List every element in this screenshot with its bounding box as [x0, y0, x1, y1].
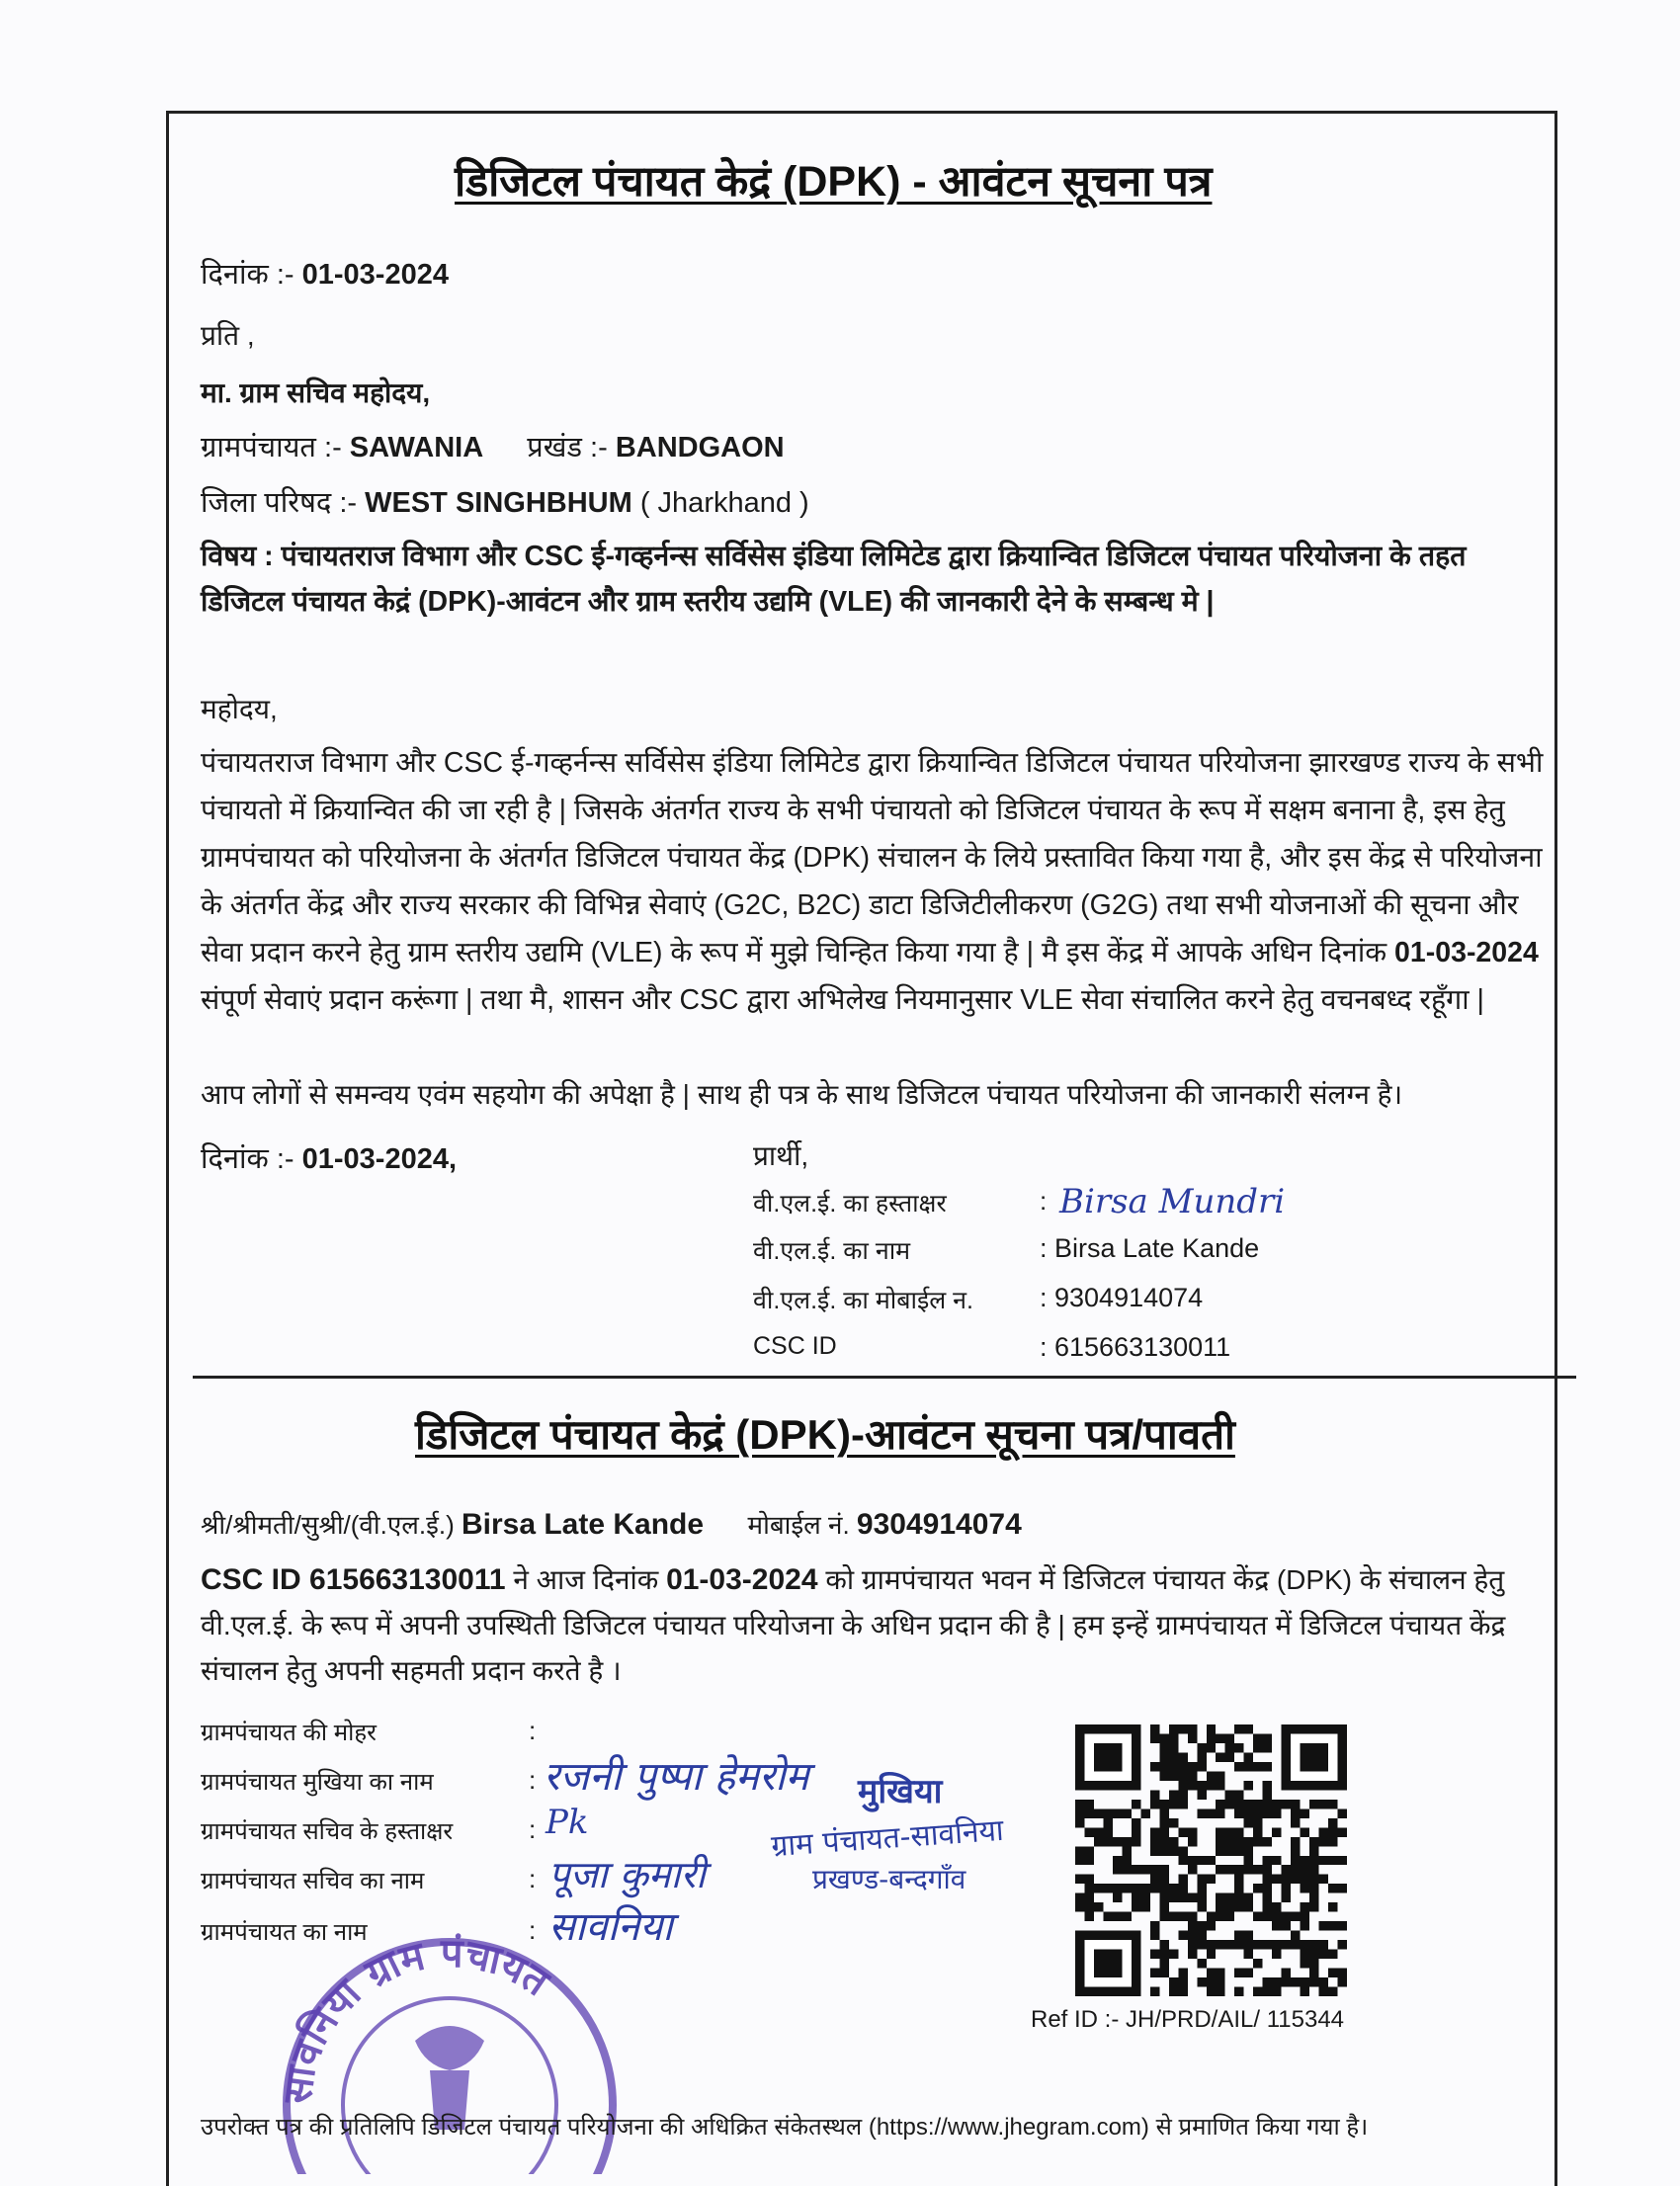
vle-sign-label: वी.एल.ई. का हस्ताक्षर [753, 1190, 947, 1218]
footer-note: उपरोक्त पत्र की प्रतिलिपि डिजिटल पंचायत परियोजना की अधिक्रित संकेतस्थल (https://www.jhegram.com) से प्रमाणित किया गया है। [201, 2114, 1369, 2141]
vle-signature: Birsa Mundri [1059, 1182, 1286, 1221]
receipt-csc: CSC ID 615663130011 [201, 1563, 506, 1596]
sachiv-sign-label: ग्रामपंचायत सचिव के हस्ताक्षर [201, 1818, 454, 1845]
gp-value: SAWANIA [349, 432, 484, 463]
seal-label: ग्रामपंचायत की मोहर [201, 1720, 377, 1746]
receipt-text1: ने आज दिनांक [513, 1564, 659, 1595]
block-value: BANDGAON [615, 432, 785, 463]
sachiv-signature: Pk [546, 1803, 589, 1842]
gp-label: ग्रामपंचायत :- [201, 432, 342, 463]
applicant-label: प्रार्थी, [753, 1140, 809, 1171]
sachiv-name-colon: : [529, 1864, 537, 1893]
stamp-gp: ग्राम पंचायत-सावनिया [770, 1812, 1005, 1865]
salutation: महोदय, [201, 694, 278, 724]
sachiv-sign-colon: : [529, 1814, 537, 1844]
receipt-mobile: 9304914074 [856, 1508, 1022, 1541]
mukhiya-label: ग्रामपंचायत मुखिया का नाम [201, 1769, 434, 1796]
seal-text: सावनिया ग्राम पंचायत [275, 1930, 557, 2107]
district-value: WEST SINGHBHUM [365, 487, 632, 519]
block-label: प्रखंड :- [527, 432, 608, 463]
district-line [201, 482, 809, 521]
stamp-mukhiya: मुखिया [858, 1772, 943, 1811]
sachiv-name-label: ग्रामपंचायत सचिव का नाम [201, 1868, 425, 1894]
seal-colon: : [529, 1716, 537, 1745]
receipt-name: Birsa Late Kande [461, 1508, 705, 1541]
letter-date [201, 254, 449, 293]
gp-block-line [201, 427, 785, 465]
state: ( Jharkhand ) [639, 487, 809, 519]
receipt-mobile-label: मोबाईल नं. [747, 1510, 850, 1540]
date2 [201, 1138, 457, 1177]
receipt-text2: को ग्रामपंचायत भवन में डिजिटल पंचायत केंद्र (DPK) के संचालन हेतु वी.एल.ई. के रूप में अपनी उपस्थिती डिजिटल पंचायत परियोजना के अधिन प्रदान की है | हम इन्हें ग्रामपंचायत में डिजिटल पंचायत केंद्र संचालन हेतु अपनी सहमती प्रदान करते है । [201, 1564, 1506, 1686]
section-divider [193, 1376, 1576, 1379]
body-date: 01-03-2024 [1394, 937, 1539, 968]
csc-label: CSC ID [753, 1332, 837, 1360]
date2-value: 01-03-2024, [301, 1143, 458, 1175]
letter-body [201, 739, 1554, 1024]
vle-name: : Birsa Late Kande [1040, 1233, 1260, 1263]
receipt-date: 01-03-2024 [666, 1563, 818, 1596]
addressee: मा. ग्राम सचिव महोदय, [201, 378, 431, 408]
ref-id: Ref ID :- JH/PRD/AIL/ 115344 [1031, 2006, 1345, 2033]
honorific: श्री/श्रीमती/सुश्री/(वी.एल.ई.) [201, 1510, 455, 1540]
district-label: जिला परिषद :- [201, 487, 358, 519]
vle-mobile: : 9304914074 [1040, 1283, 1204, 1312]
prati: प्रति , [201, 320, 255, 351]
qr-code [1075, 1724, 1347, 1996]
date2-label: दिनांक :- [201, 1143, 294, 1175]
vle-mobile-label: वी.एल.ई. का मोबाईल न. [753, 1287, 973, 1314]
receipt-name-line [201, 1506, 1022, 1542]
mukhiya-colon: : [529, 1765, 537, 1795]
subject: विषय : पंचायतराज विभाग और CSC ई-गव्हर्नन्स सर्विसेस इंडिया लिमिटेड द्वारा क्रियान्वित डिजिटल पंचायत परियोजना के तहत डिजिटल पंचायत केद्रं (DPK)-आवंटन और ग्राम स्तरीय उद्यमि (VLE) की जानकारी देने के सम्बन्ध मे | [201, 541, 1467, 618]
gp-name-colon: : [529, 1915, 537, 1945]
date-value: 01-03-2024 [301, 259, 449, 291]
csc-value: : 615663130011 [1040, 1332, 1231, 1362]
mukhiya-name: रजनी पुष्पा हेमरोम [544, 1754, 809, 1800]
body-part2: संपूर्ण सेवाएं प्रदान करूंगा | तथा मै, शासन और CSC द्वारा अभिलेख नियमानुसार VLE सेवा संचालित करने हेतु वचनबध्द रहूँगा | [201, 984, 1484, 1016]
body-part1: पंचायतराज विभाग और CSC ई-गव्हर्नन्स सर्विसेस इंडिया लिमिटेड द्वारा क्रियान्वित डिजिटल पंचायत परियोजना झारखण्ड राज्य के सभी पंचायतो में क्रियान्वित की जा रही है | जिसके अंतर्गत राज्य के सभी पंचायतो को डिजिटल पंचायत के रूप में सक्षम बनाना है, इस हेतु ग्रामपंचायत को परियोजना के अंतर्गत डिजिटल पंचायत केंद्र (DPK) संचालन के लिये प्रस्तावित किया गया है, और इस केंद्र से परियोजना के अंतर्गत केंद्र और राज्य सरकार की विभिन्न सेवाएं (G2C, B2C) डाटा डिजिटीलीकरण (G2G) तथा सभी योजनाओं की सूचना और सेवा प्रदान करने हेतु ग्राम स्तरीय उद्यमि (VLE) के रूप में मुझे चिन्हित किया गया है | मै इस केंद्र में आपके अधिन दिनांक [201, 747, 1544, 968]
sachiv-name: पूजा कुमारी [548, 1853, 706, 1896]
page-title: डिजिटल पंचायत केद्रं (DPK) - आवंटन सूचना पत्र [455, 158, 1213, 206]
receipt-title: डिजिटल पंचायत केद्रं (DPK)-आवंटन सूचना पत्र/पावती [415, 1411, 1235, 1458]
stamp-block: प्रखण्ड-बन्दगाँव [812, 1863, 966, 1895]
vle-sign-colon: : [1040, 1186, 1048, 1216]
gp-name-label: ग्रामपंचायत का नाम [201, 1919, 368, 1946]
receipt-body [201, 1557, 1554, 1694]
vle-name-label: वी.एल.ई. का नाम [753, 1237, 911, 1265]
gp-name: सावनिया [548, 1904, 673, 1950]
closing-text: आप लोगों से समन्वय एवंम सहयोग की अपेक्षा है | साथ ही पत्र के साथ डिजिटल पंचायत परियोजना की जानकारी संलग्न है। [201, 1079, 1403, 1110]
date-label: दिनांक :- [201, 259, 294, 291]
